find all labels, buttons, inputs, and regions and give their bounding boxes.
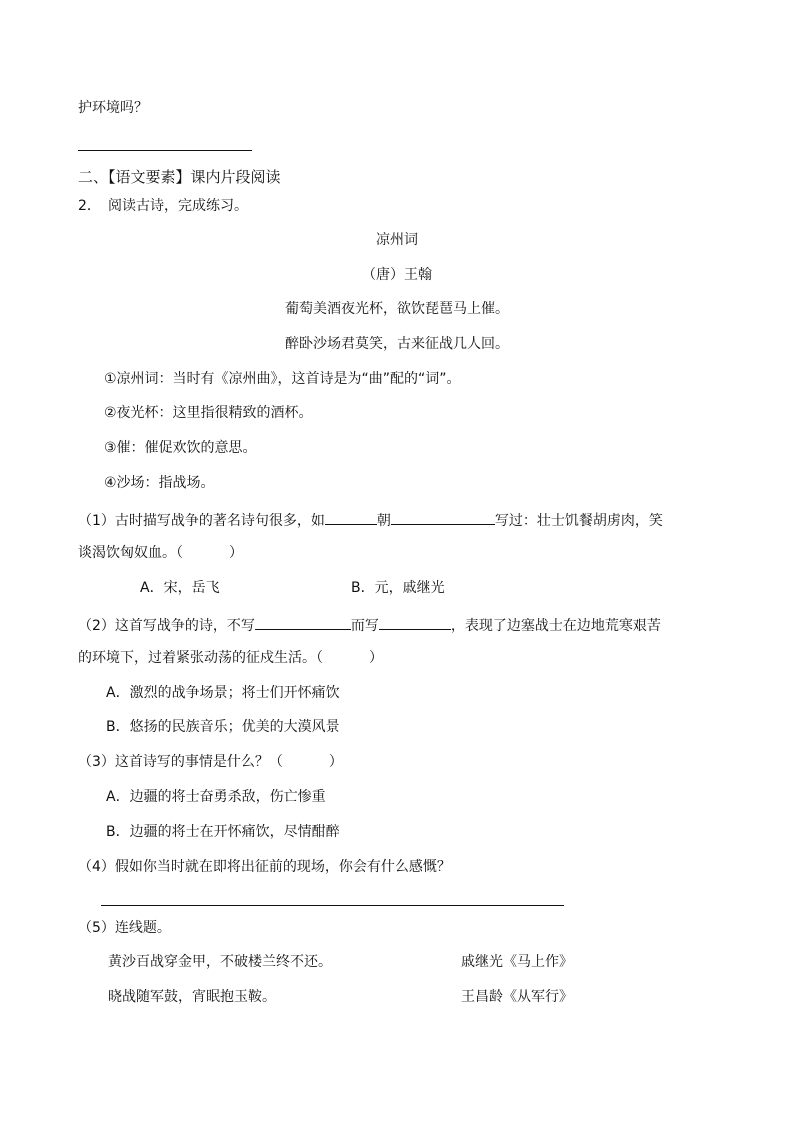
subquestion-2-text-c: ，表现了边塞战士在边地荒寒艰苦 — [450, 618, 661, 634]
subquestion-3 — [78, 752, 343, 772]
question-continuation-text: 护环境吗？ — [78, 100, 148, 116]
option-2b: B．悠扬的民族音乐；优美的大漠风景 — [106, 719, 340, 735]
match-left-1[interactable]: 黄沙百战穿金甲，不破楼兰终不还。 — [108, 954, 332, 970]
option-3a: A．边疆的将士奋勇杀敌，伤亡惨重 — [106, 789, 326, 805]
subquestion-2-text-d: 的环境下，过着紧张动荡的征戍生活。（ — [78, 650, 323, 666]
match-left-2[interactable]: 晓战随军鼓，宵眠抱玉鞍。 — [108, 989, 276, 1005]
note-1: ①凉州词：当时有《凉州曲》，这首诗是为“曲”配的“词”。 — [104, 371, 461, 387]
subquestion-4: （4）假如你当时就在即将出征前的现场，你会有什么感慨？ — [78, 859, 451, 875]
subquestion-2-text-a: （2）这首写战争的诗，不写 — [78, 618, 255, 634]
subquestion-1-text-b: 朝 — [376, 513, 391, 529]
match-right-2[interactable]: 王昌龄《从军行》 — [461, 989, 573, 1005]
subquestion-2-line-2 — [78, 648, 383, 668]
poem-author: （唐）王翰 — [362, 267, 432, 283]
match-right-1[interactable]: 戚继光《马上作》 — [461, 954, 573, 970]
subquestion-1-line-1 — [78, 508, 663, 531]
section-heading: 二、【语文要素】课内片段阅读 — [78, 168, 281, 186]
question-instruction: 阅读古诗，完成练习。 — [108, 198, 248, 214]
blank-dynasty-name[interactable] — [325, 508, 377, 525]
poem-line-2: 醉卧沙场君莫笑，古来征战几人回。 — [285, 336, 509, 352]
option-1b: B．元，戚继光 — [351, 580, 445, 596]
option-3b: B．边疆的将士在开怀痛饮，尽情酣醉 — [106, 824, 340, 840]
subquestion-3-text: （3）这首诗写的事情是什么？（ — [78, 754, 283, 770]
subquestion-1-text-d: 谈渴饮匈奴血。（ — [78, 545, 183, 561]
poem-title: 凉州词 — [376, 232, 418, 248]
blank-author-name[interactable] — [391, 508, 495, 525]
paren-close: ） — [369, 650, 383, 666]
subquestion-5: （5）连线题。 — [78, 920, 171, 936]
subquestion-1-line-2 — [78, 543, 243, 563]
answer-line-top — [78, 150, 252, 151]
option-1a: A．宋，岳飞 — [140, 580, 220, 596]
note-4: ④沙场：指战场。 — [104, 475, 215, 491]
answer-line-4[interactable] — [101, 905, 564, 906]
subquestion-1-text-c: 写过：壮士饥餐胡虏肉，笑 — [494, 513, 663, 529]
blank-but-write[interactable] — [379, 613, 451, 630]
paren-close: ） — [229, 545, 243, 561]
note-2: ②夜光杯：这里指很精致的酒杯。 — [104, 405, 313, 421]
note-3: ③催：催促欢饮的意思。 — [104, 440, 257, 456]
blank-not-write[interactable] — [255, 613, 351, 630]
subquestion-1-text-a: （1）古时描写战争的著名诗句很多，如 — [78, 513, 325, 529]
question-number: 2． — [78, 198, 101, 214]
subquestion-2-line-1 — [78, 613, 661, 636]
option-2a: A．激烈的战争场景；将士们开怀痛饮 — [106, 685, 340, 701]
subquestion-2-text-b: 而写 — [350, 618, 379, 634]
paren-close: ） — [328, 754, 343, 770]
poem-line-1: 葡萄美酒夜光杯，欲饮琵琶马上催。 — [285, 301, 509, 317]
